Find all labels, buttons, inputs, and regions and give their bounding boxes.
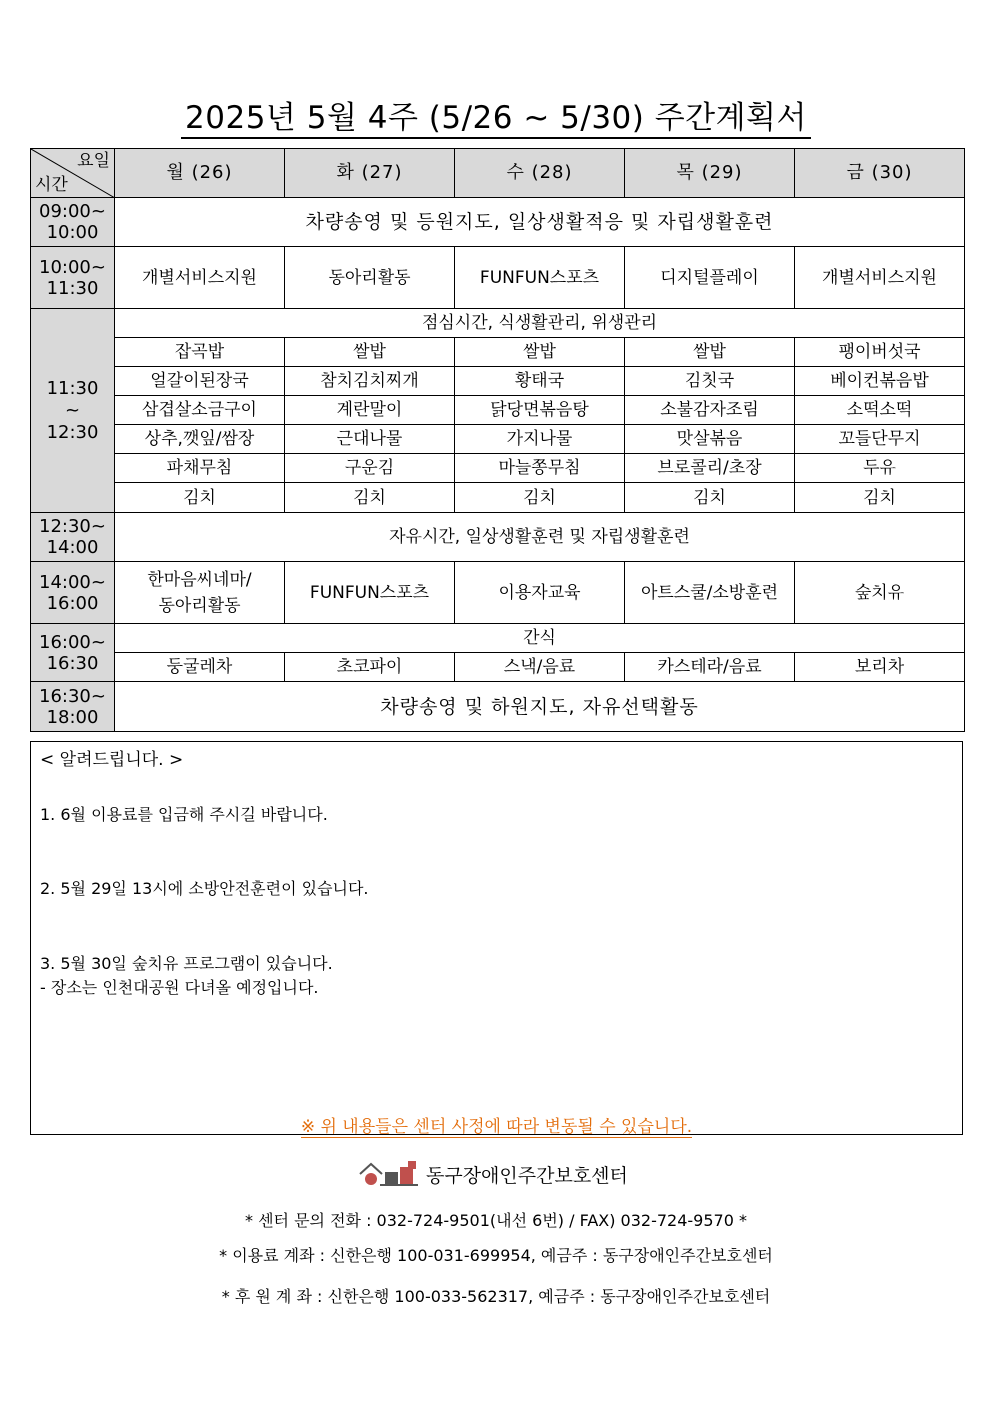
menu-item: 얼갈이된장국 [115, 367, 285, 396]
activity-cell: 동아리활동 [285, 247, 455, 309]
notice-warning-text: ※ 위 내용들은 센터 사정에 따라 변동될 수 있습니다. [300, 1117, 693, 1137]
menu-row [31, 425, 965, 454]
activity-cell: FUNFUN스포츠 [285, 562, 455, 624]
lunch-title: 점심시간, 식생활관리, 위생관리 [115, 309, 965, 338]
menu-item: 쌀밥 [625, 338, 795, 367]
house-logo-icon [358, 1158, 422, 1188]
menu-item: 닭당면볶음탕 [455, 396, 625, 425]
schedule-row-1630 [31, 682, 965, 732]
snack-item: 초코파이 [285, 653, 455, 682]
menu-item: 김치 [795, 483, 965, 513]
activity-cell: 이용자교육 [455, 562, 625, 624]
menu-item: 근대나물 [285, 425, 455, 454]
menu-item: 황태국 [455, 367, 625, 396]
notice-line: 1. 6월 이용료를 입금해 주시길 바랍니다. [40, 805, 328, 824]
menu-item: 구운김 [285, 454, 455, 483]
menu-item: 김치 [625, 483, 795, 513]
menu-item: 소떡소떡 [795, 396, 965, 425]
menu-row [31, 396, 965, 425]
notice-line: 2. 5월 29일 13시에 소방안전훈련이 있습니다. [40, 879, 369, 898]
activity-merged-1630: 차량송영 및 하원지도, 자유선택활동 [115, 682, 965, 732]
time-slot-1130: 11:30 ~ 12:30 [31, 309, 115, 513]
notice-line: - 장소는 인천대공원 다녀올 예정입니다. [40, 978, 319, 997]
footer-donation-account: * 후 원 계 좌 : 신한은행 100-033-562317, 예금주 : 동구장애인주간보호센터 [221, 1287, 771, 1306]
menu-item: 꼬들단무지 [795, 425, 965, 454]
time-slot-1630: 16:30~ 18:00 [31, 682, 115, 732]
weekly-schedule-table [30, 148, 965, 732]
corner-cell [31, 149, 115, 198]
time-slot-0900: 09:00~ 10:00 [31, 198, 115, 247]
activity-cell: 개별서비스지원 [115, 247, 285, 309]
menu-item: 삼겹살소금구이 [115, 396, 285, 425]
day-header-thu: 목 (29) [625, 149, 795, 198]
activity-cell: 개별서비스지원 [795, 247, 965, 309]
snack-item: 카스테라/음료 [625, 653, 795, 682]
time-slot-1400: 14:00~ 16:00 [31, 562, 115, 624]
activity-cell: 숲치유 [795, 562, 965, 624]
menu-item: 팽이버섯국 [795, 338, 965, 367]
notice-box [30, 741, 963, 1135]
menu-item: 브로콜리/초장 [625, 454, 795, 483]
menu-item: 베이컨볶음밥 [795, 367, 965, 396]
menu-item: 김치 [115, 483, 285, 513]
activity-merged-0900: 차량송영 및 등원지도, 일상생활적응 및 자립생활훈련 [115, 198, 965, 247]
menu-item: 두유 [795, 454, 965, 483]
menu-item: 상추,깻잎/쌈장 [115, 425, 285, 454]
schedule-row-1230 [31, 513, 965, 562]
schedule-row-1400 [31, 562, 965, 624]
schedule-row-0900 [31, 198, 965, 247]
snack-row [31, 653, 965, 682]
notice-line: 3. 5월 30일 숲치유 프로그램이 있습니다. [40, 954, 333, 973]
page-title [0, 92, 992, 137]
menu-item: 김치 [455, 483, 625, 513]
snack-item: 스낵/음료 [455, 653, 625, 682]
time-slot-1600: 16:00~ 16:30 [31, 624, 115, 682]
footer-phone: * 센터 문의 전화 : 032-724-9501(내선 6번) / FAX) 032-724-9570 * [245, 1211, 747, 1230]
activity-cell: 한마음씨네마/ 동아리활동 [115, 562, 285, 624]
menu-item: 맛살볶음 [625, 425, 795, 454]
menu-item: 쌀밥 [285, 338, 455, 367]
center-name: 동구장애인주간보호센터 [426, 1165, 628, 1187]
menu-row [31, 454, 965, 483]
menu-item: 마늘쫑무침 [455, 454, 625, 483]
lunch-title-row [31, 309, 965, 338]
menu-item: 김칫국 [625, 367, 795, 396]
activity-cell: 아트스쿨/소방훈련 [625, 562, 795, 624]
menu-row [31, 483, 965, 513]
schedule-row-1000 [31, 247, 965, 309]
page-title-text: 2025년 5월 4주 (5/26 ~ 5/30) 주간계획서 [181, 100, 811, 139]
menu-item: 참치김치찌개 [285, 367, 455, 396]
table-header-row [31, 149, 965, 198]
menu-item: 가지나물 [455, 425, 625, 454]
time-slot-1000: 10:00~ 11:30 [31, 247, 115, 309]
snack-item: 보리차 [795, 653, 965, 682]
menu-item: 쌀밥 [455, 338, 625, 367]
corner-day-label: 요일 [77, 151, 110, 171]
activity-merged-1230: 자유시간, 일상생활훈련 및 자립생활훈련 [115, 513, 965, 562]
menu-row [31, 367, 965, 396]
time-slot-1230: 12:30~ 14:00 [31, 513, 115, 562]
menu-item: 김치 [285, 483, 455, 513]
menu-row [31, 338, 965, 367]
notice-heading: < 알려드립니다. > [40, 750, 184, 770]
corner-time-label: 시간 [35, 175, 68, 195]
day-header-tue: 화 (27) [285, 149, 455, 198]
activity-cell: 디지털플레이 [625, 247, 795, 309]
footer-fee-account: * 이용료 계좌 : 신한은행 100-031-699954, 예금주 : 동구장애인주간보호센터 [219, 1246, 773, 1265]
snack-item: 둥굴레차 [115, 653, 285, 682]
day-header-wed: 수 (28) [455, 149, 625, 198]
day-header-mon: 월 (26) [115, 149, 285, 198]
notice-warning [31, 1112, 962, 1137]
day-header-fri: 금 (30) [795, 149, 965, 198]
snack-title-row [31, 624, 965, 653]
menu-item: 파채무침 [115, 454, 285, 483]
menu-item: 잡곡밥 [115, 338, 285, 367]
menu-item: 소불감자조림 [625, 396, 795, 425]
snack-title: 간식 [115, 624, 965, 653]
menu-item: 계란말이 [285, 396, 455, 425]
activity-cell: FUNFUN스포츠 [455, 247, 625, 309]
